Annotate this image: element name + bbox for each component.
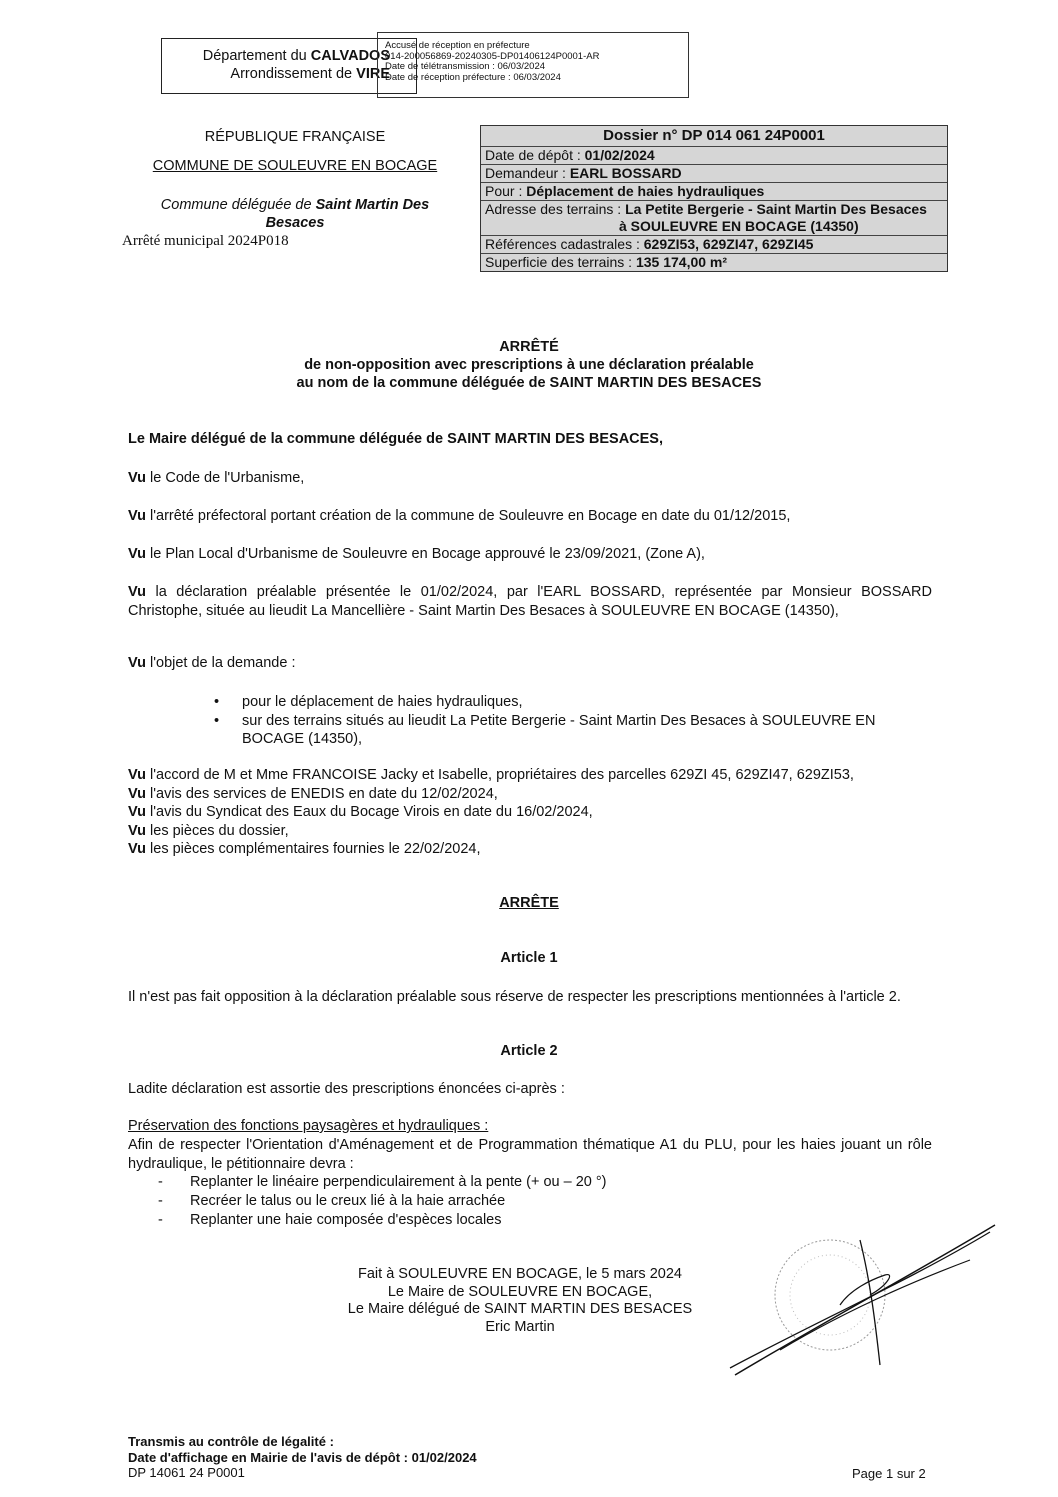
vu-paragraph xyxy=(128,469,932,488)
footer-line: Date d'affichage en Mairie de l'avis de dépôt : 01/02/2024 xyxy=(128,1449,477,1465)
department-info xyxy=(168,47,390,83)
dossier-superficie xyxy=(481,254,947,271)
vu-text: l'arrêté préfectoral portant création de la commune de Souleuvre en Bocage en date du 01/12/2015, xyxy=(146,508,791,524)
arrondissement-label: Arrondissement de xyxy=(230,66,357,82)
arrete-heading: ARRÊTE xyxy=(499,895,559,911)
title-line: ARRÊTÉ xyxy=(499,339,559,355)
vu-paragraph xyxy=(128,822,932,841)
vu-word: Vu xyxy=(128,584,146,600)
vu-paragraph xyxy=(128,654,932,673)
stamp-line: 014-200056869-20240305-DP01406124P0001-AR xyxy=(385,50,600,62)
maire-text: Le Maire délégué de la commune déléguée de SAINT MARTIN DES BESACES, xyxy=(128,431,664,447)
article-2-intro: Ladite déclaration est assortie des prescriptions énoncées ci-après : xyxy=(128,1081,565,1097)
vu-text: l'avis des services de ENEDIS en date du 12/02/2024, xyxy=(146,785,498,802)
footer-reference: DP 14061 24 P0001 xyxy=(128,1465,245,1480)
footer xyxy=(128,1434,477,1481)
label: Références cadastrales : xyxy=(485,236,644,252)
vu-text: les pièces du dossier, xyxy=(146,822,289,839)
vu-word: Vu xyxy=(128,785,146,802)
vu-text: les pièces complémentaires fournies le 22/02/2024, xyxy=(146,841,481,857)
title-line: de non-opposition avec prescriptions à une déclaration préalable xyxy=(304,357,754,373)
footer-line: Transmis au contrôle de légalité : xyxy=(128,1434,334,1449)
commune-heading: COMMUNE DE SOULEUVRE EN BOCAGE xyxy=(152,158,438,174)
handwritten-signature-icon xyxy=(720,1220,1010,1390)
stamp-line: Date de réception préfecture : 06/03/2024 xyxy=(385,71,561,83)
vu-text: le Plan Local d'Urbanisme de Souleuvre en Bocage approuvé le 23/09/2021, (Zone A), xyxy=(146,546,705,562)
dossier-adresse xyxy=(481,201,947,236)
arrondissement-name: VIRE xyxy=(356,66,390,82)
vu-word: Vu xyxy=(128,822,146,839)
vu-word: Vu xyxy=(128,841,146,857)
deleguee-name: Saint Martin Des Besaces xyxy=(265,197,430,231)
dossier-references xyxy=(481,236,947,254)
signature-block xyxy=(300,1266,740,1336)
signature-line: Fait à SOULEUVRE EN BOCAGE, le 5 mars 2024 xyxy=(358,1266,682,1282)
vu-text: l'accord de M et Mme FRANCOISE Jacky et Isabelle, propriétaires des parcelles 629ZI 45, 629ZI47, 629ZI53, xyxy=(146,767,854,783)
republique-heading: RÉPUBLIQUE FRANÇAISE xyxy=(204,129,386,145)
prescriptions-list xyxy=(158,1173,607,1230)
signature-line: Le Maire de SOULEUVRE EN BOCAGE, xyxy=(387,1283,653,1300)
label: Date de dépôt : xyxy=(485,147,585,163)
value: EARL BOSSARD xyxy=(569,165,682,181)
label: Demandeur : xyxy=(485,165,570,181)
article-1-text: Il n'est pas fait opposition à la déclaration préalable sous réserve de respecter les prescriptions mentionnées à l'article 2. xyxy=(128,989,901,1005)
vu-word: Vu xyxy=(128,767,146,783)
vu-word: Vu xyxy=(128,508,146,524)
vu-paragraph xyxy=(128,545,932,564)
dossier-pour xyxy=(481,183,947,201)
document-title xyxy=(0,338,1058,392)
label: Superficie des terrains : xyxy=(485,254,636,270)
vu-text: la déclaration préalable présentée le 01/02/2024, par l'EARL BOSSARD, représentée par Monsieur BOSSARD Christophe, située au lieudit La Mancellière - Saint Martin Des Besaces à SOULEUVRE EN BOCAGE (14350), xyxy=(128,584,932,619)
stamp-line: Date de télétransmission : 06/03/2024 xyxy=(385,61,546,72)
stamp-line: Accusé de réception en préfecture xyxy=(385,40,530,51)
article-1-title: Article 1 xyxy=(500,950,558,966)
label: Pour : xyxy=(485,183,527,199)
vu-word: Vu xyxy=(128,546,146,562)
list-item: - Replanter une haie composée d'espèces locales xyxy=(158,1211,607,1230)
value: 629ZI53, 629ZI47, 629ZI45 xyxy=(643,236,814,252)
dossier-number: Dossier n° DP 014 061 24P0001 xyxy=(481,126,947,147)
vu-paragraph xyxy=(128,766,932,785)
value: 01/02/2024 xyxy=(584,147,655,163)
vu-word: Vu xyxy=(128,470,146,486)
department-name: CALVADOS xyxy=(310,48,390,64)
vu-paragraph xyxy=(128,785,932,804)
signature-line: Le Maire délégué de SAINT MARTIN DES BESACES xyxy=(347,1301,693,1317)
vu-word: Vu xyxy=(128,804,146,820)
vu-block xyxy=(128,766,932,859)
vu-paragraph xyxy=(128,840,932,859)
department-label: Département du xyxy=(202,48,311,64)
vu-word: Vu xyxy=(128,655,146,671)
dossier-box xyxy=(480,125,948,272)
vu-text: l'objet de la demande : xyxy=(146,655,296,671)
deleguee-prefix: Commune déléguée de xyxy=(160,197,316,213)
page-number: Page 1 sur 2 xyxy=(852,1466,926,1481)
value: Déplacement de haies hydrauliques xyxy=(526,183,765,199)
maire-heading xyxy=(128,430,932,449)
vu-text: le Code de l'Urbanisme, xyxy=(146,470,305,486)
vu-paragraph xyxy=(128,507,932,526)
vu-text: l'avis du Syndicat des Eaux du Bocage Virois en date du 16/02/2024, xyxy=(146,804,593,820)
list-item: - Replanter le linéaire perpendiculairement à la pente (+ ou – 20 °) xyxy=(158,1173,607,1192)
dossier-demandeur xyxy=(481,165,947,183)
article-2-title: Article 2 xyxy=(500,1043,558,1059)
objet-list xyxy=(214,693,934,749)
list-item: • pour le déplacement de haies hydrauliques, xyxy=(214,693,934,712)
vu-paragraph xyxy=(128,803,932,822)
arrete-municipal-number: Arrêté municipal 2024P018 xyxy=(122,233,289,249)
title-line: au nom de la commune déléguée de SAINT MARTIN DES BESACES xyxy=(296,375,762,391)
label: Adresse des terrains : xyxy=(485,201,626,217)
list-item: • sur des terrains situés au lieudit La Petite Bergerie - Saint Martin Des Besaces à SOULEUVRE EN BOCAGE (14350), xyxy=(214,712,934,749)
preservation-text: Afin de respecter l'Orientation d'Aménagement et de Programmation thématique A1 du PLU, pour les haies jouant un rôle hydraulique, le pétitionnaire devra : xyxy=(128,1137,932,1172)
signature-line: Eric Martin xyxy=(485,1318,555,1335)
prefecture-receipt-stamp xyxy=(377,32,689,98)
vu-paragraph xyxy=(128,583,932,620)
value: à SOULEUVRE EN BOCAGE (14350) xyxy=(619,218,859,234)
dossier-date xyxy=(481,147,947,165)
value: La Petite Bergerie - Saint Martin Des Besaces xyxy=(625,201,927,217)
value: 135 174,00 m² xyxy=(635,254,728,270)
preservation-title: Préservation des fonctions paysagères et hydrauliques : xyxy=(128,1118,489,1134)
commune-deleguee xyxy=(140,196,450,232)
list-item: - Recréer le talus ou le creux lié à la haie arrachée xyxy=(158,1192,607,1211)
